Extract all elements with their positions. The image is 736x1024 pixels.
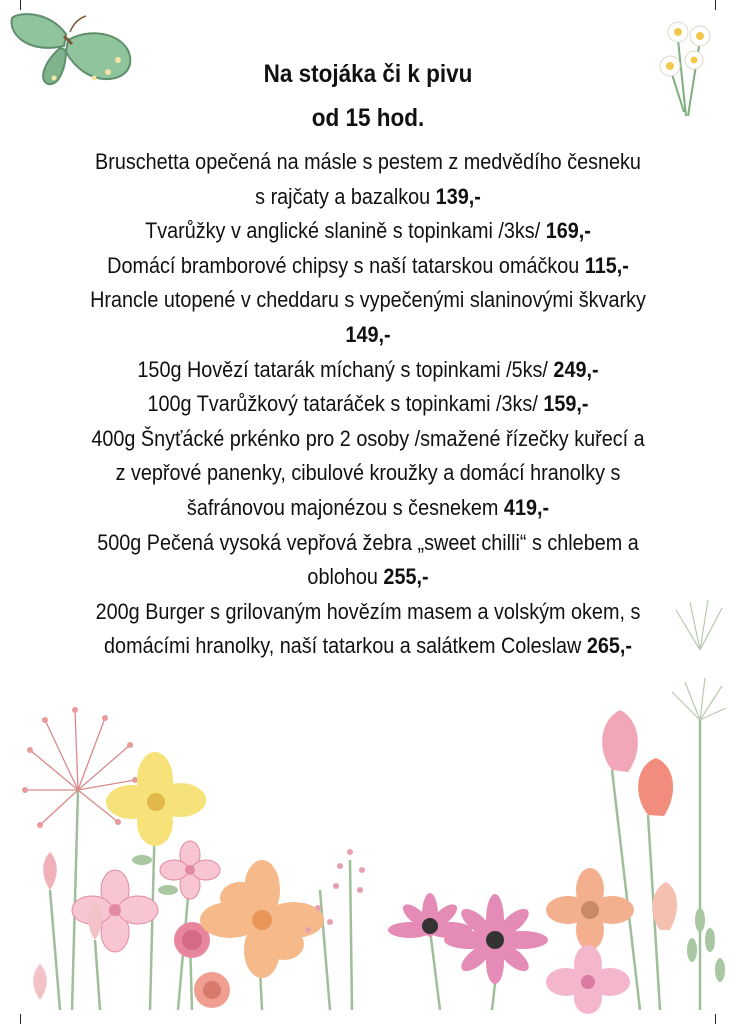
menu-line bbox=[55, 214, 681, 249]
menu-line-price: 169,- bbox=[545, 218, 591, 244]
menu-line bbox=[55, 526, 681, 561]
menu-line-price: 149,- bbox=[345, 321, 391, 347]
menu-line-price: 139,- bbox=[435, 183, 481, 209]
menu-title-line-2: od 15 hod. bbox=[311, 104, 425, 132]
menu-line bbox=[55, 456, 681, 491]
menu-line-text: Bruschetta opečená na másle s pestem z medvědího česneku bbox=[95, 149, 641, 174]
crop-mark-br bbox=[715, 1014, 716, 1024]
menu-line-text: 150g Hovězí tatarák míchaný s topinkami /5ks/ bbox=[137, 356, 548, 382]
menu-line-price: 115,- bbox=[584, 252, 629, 278]
menu-line-text: šafránovou majonézou s česnekem bbox=[186, 494, 499, 520]
menu-section bbox=[20, 52, 716, 664]
menu-line-price: 159,- bbox=[543, 391, 589, 417]
menu-line bbox=[55, 145, 681, 180]
menu-line-text: 100g Tvarůžkový tataráček s topinkami /3ks/ bbox=[147, 391, 538, 417]
menu-line bbox=[55, 422, 681, 457]
menu-line-text: domácími hranolky, naší tatarkou a salátkem Coleslaw bbox=[104, 633, 582, 659]
menu-items bbox=[20, 145, 716, 664]
menu-line bbox=[55, 283, 681, 318]
menu-line-text: 400g Šnyťácké prkénko pro 2 osoby /smažené řízečky kuřecí a bbox=[91, 425, 645, 451]
menu-line bbox=[55, 353, 681, 388]
menu-line-text: Domácí bramborové chipsy s naší tatarskou omáčkou bbox=[107, 252, 580, 278]
menu-line bbox=[55, 491, 681, 526]
menu-line bbox=[55, 180, 681, 215]
menu-line bbox=[55, 387, 681, 422]
menu-line-text: 200g Burger s grilovaným hovězím masem a volským okem, s bbox=[95, 598, 641, 624]
menu-line-text: z vepřové panenky, cibulové kroužky a domácí hranolky s bbox=[115, 460, 621, 486]
wildflower-border-icon bbox=[0, 590, 736, 1010]
menu-line bbox=[55, 318, 681, 353]
menu-line-text: Tvarůžky v anglické slanině s topinkami /3ks/ bbox=[145, 218, 541, 244]
menu-line-price: 249,- bbox=[553, 356, 599, 382]
menu-line-text: oblohou bbox=[307, 564, 378, 590]
menu-line-text: 500g Pečená vysoká vepřová žebra „sweet chilli“ s chlebem a bbox=[97, 529, 639, 555]
menu-line-text: Hrancle utopené v cheddaru s vypečenými slaninovými škvarky bbox=[90, 287, 646, 313]
menu-line-price: 255,- bbox=[383, 564, 429, 590]
crop-mark-tr bbox=[715, 0, 716, 10]
menu-line-price: 265,- bbox=[586, 633, 632, 659]
menu-title-line-1: Na stojáka či k pivu bbox=[263, 60, 473, 88]
crop-mark-bl bbox=[20, 1014, 21, 1024]
menu-line-text: s rajčaty a bazalkou bbox=[255, 183, 431, 209]
menu-line bbox=[55, 249, 681, 284]
menu-line-price: 419,- bbox=[503, 494, 550, 520]
